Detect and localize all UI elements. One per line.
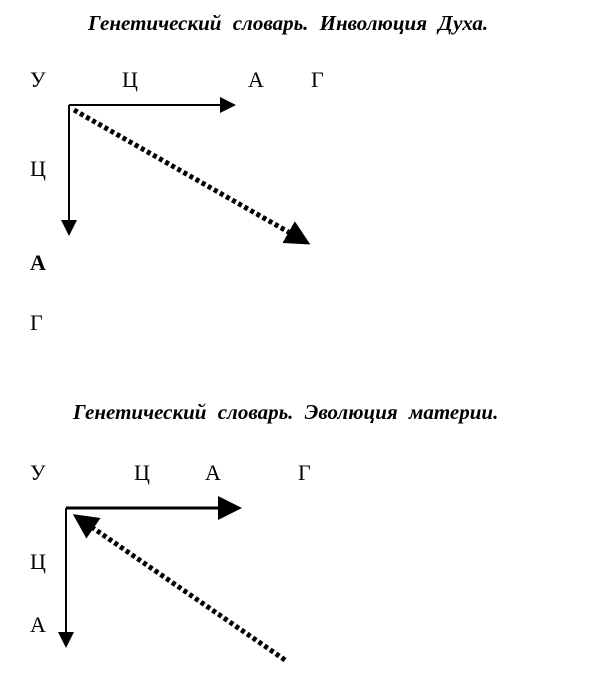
- diagram1-top-label-4: Г: [311, 67, 324, 92]
- diagram2-top-label-3: А: [205, 460, 221, 485]
- diagram2-dashed-diagonal-arrow: [77, 517, 285, 660]
- diagram1-arrows: [69, 105, 306, 242]
- diagram1-left-label-2: А: [30, 250, 46, 275]
- diagram2-top-label-4: Г: [298, 460, 311, 485]
- diagram2-top-label-1: У: [30, 460, 46, 485]
- diagram2-left-label-2: А: [30, 612, 46, 637]
- diagram2-arrows: [66, 508, 285, 660]
- diagram1-top-label-3: А: [248, 67, 264, 92]
- diagram1-dashed-diagonal-arrow: [74, 110, 306, 242]
- diagram2-left-label-1: Ц: [30, 549, 46, 574]
- diagram1-left-label-3: Г: [30, 310, 43, 335]
- diagram2-top-label-2: Ц: [134, 460, 150, 485]
- diagram1-title: Генетический словарь. Инволюция Духа.: [88, 11, 489, 35]
- diagram1-top-label-1: У: [30, 67, 46, 92]
- diagram1-left-label-1: Ц: [30, 156, 46, 181]
- diagram1-top-label-2: Ц: [122, 67, 138, 92]
- diagram2-title: Генетический словарь. Эволюция материи.: [73, 400, 499, 424]
